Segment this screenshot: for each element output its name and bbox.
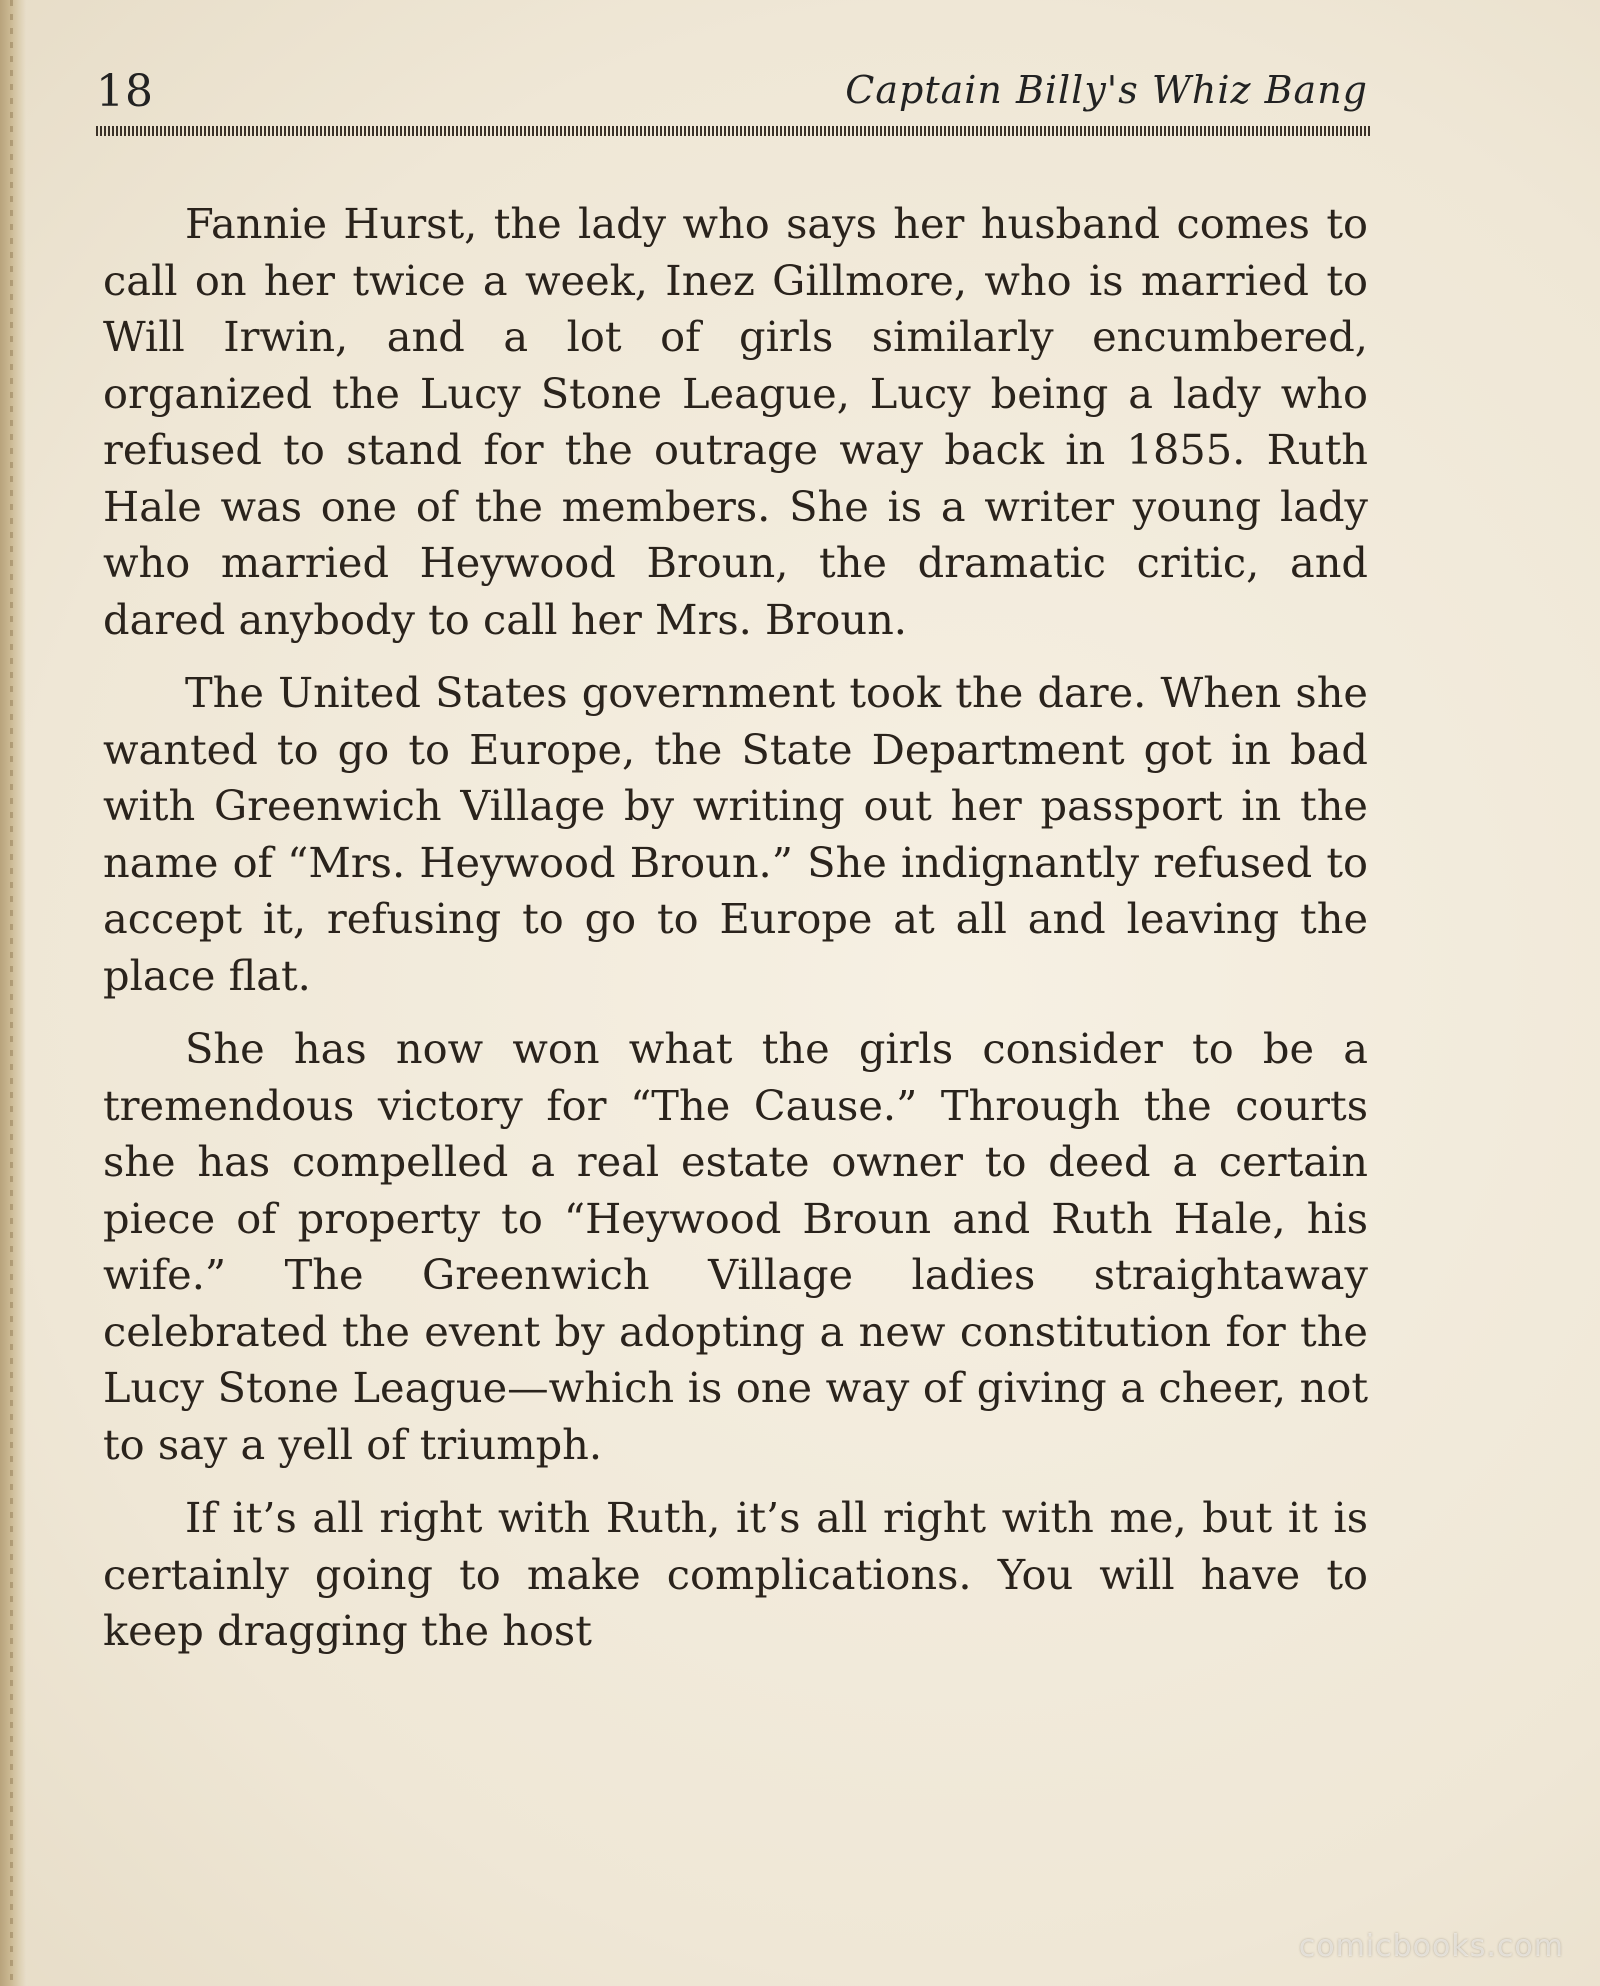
page-number: 18 [96,66,154,117]
page-binding-edge [0,0,26,1986]
paragraph-1: Fannie Hurst, the lady who says her husband comes to call on her twice a week, Inez Gillmore, who is married to Will Irwin, and a lot of girls similarly encumbered, organized the Lucy Stone League, Lucy being a lady who refused to stand for the outrage way back in 1855. Ruth Hale was one of the members. She is a writer young lady who married Heywood Broun, the dramatic critic, and dared anybody to call her Mrs. Broun. [103,199,1368,644]
page-header [96,64,1368,120]
paragraph-4: If it’s all right with Ruth, it’s all right with me, but it is certainly going to make complications. You will have to keep dragging the host [103,1493,1368,1655]
header-rule [96,126,1372,136]
paragraph-3: She has now won what the girls consider to be a tremendous victory for “The Cause.” Through the courts she has compelled a real estate owner to deed a certain piece of property to “Heywood Broun and Ruth Hale, his wife.” The Greenwich Village ladies straightaway celebrated the event by adopting a new constitution for the Lucy Stone League—which is one way of giving a cheer, not to say a yell of triumph. [103,1024,1368,1469]
article-body [103,196,1368,1677]
running-title: Captain Billy's Whiz Bang [845,68,1368,112]
paragraph-2: The United States government took the dare. When she wanted to go to Europe, the State Department got in bad with Greenwich Village by writing out her passport in the name of “Mrs. Heywood Broun.” She indignantly refused to accept it, refusing to go to Europe at all and leaving the place flat. [103,668,1368,1000]
watermark: comicbooks.com [1298,1929,1564,1964]
